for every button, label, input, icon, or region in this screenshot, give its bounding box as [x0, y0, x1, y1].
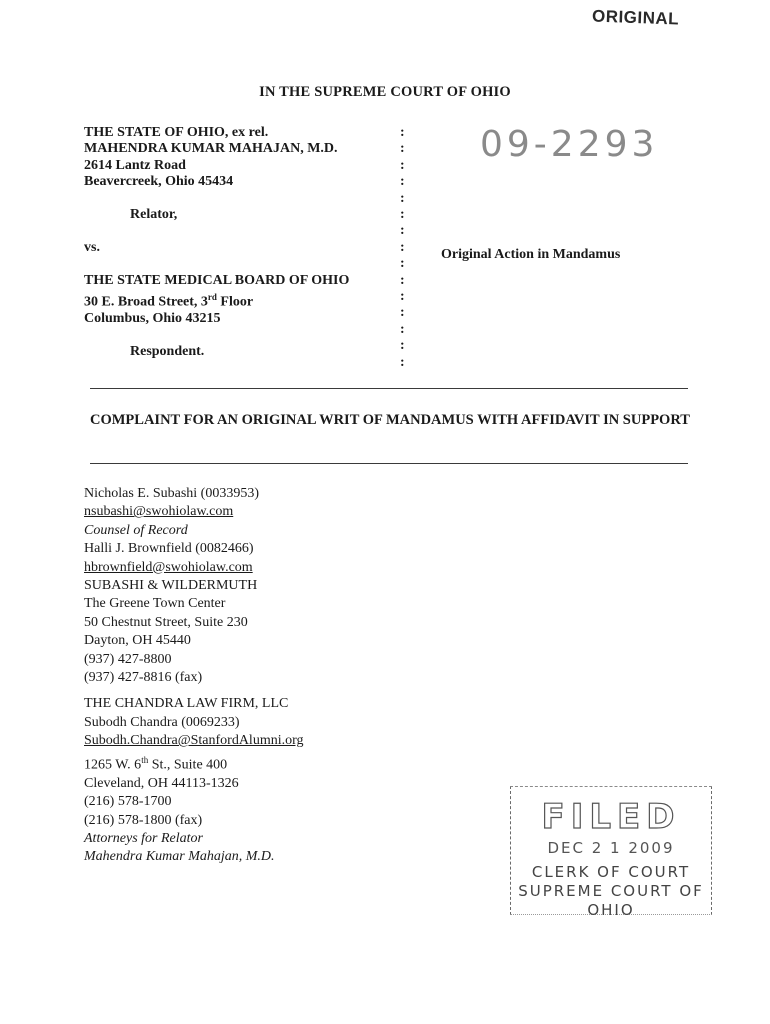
firm-city: Cleveland, OH 44113-1326 — [84, 775, 239, 791]
versus-label: vs. — [84, 239, 100, 255]
firm-street: 50 Chestnut Street, Suite 230 — [84, 614, 248, 630]
firm-city: Dayton, OH 45440 — [84, 633, 191, 649]
divider-top — [90, 388, 688, 389]
counsel-name: Nicholas E. Subashi (0033953) — [84, 486, 259, 501]
respondent-name: THE STATE MEDICAL BOARD OF OHIO — [84, 272, 350, 288]
filed-stamp — [510, 786, 712, 919]
firm-street: 1265 W. 6th St., Suite 400 — [84, 754, 228, 773]
original-stamp: ORIGINAL — [591, 6, 680, 29]
filed-word: FILED — [541, 797, 681, 837]
counsel-role: Attorneys for Relator — [84, 830, 203, 846]
relator-address-city: Beavercreek, Ohio 45434 — [84, 174, 234, 190]
action-label: Original Action in Mandamus — [441, 247, 621, 262]
case-caption-parties — [84, 125, 404, 360]
filed-date: DEC 2 1 2009 — [547, 839, 675, 857]
respondent-role: Respondent. — [130, 343, 205, 359]
counsel-email-link[interactable]: nsubashi@swohiolaw.com — [84, 504, 234, 520]
court-title: IN THE SUPREME COURT OF OHIO — [259, 84, 511, 100]
firm-building: The Greene Town Center — [84, 596, 226, 612]
firm-name: SUBASHI & WILDERMUTH — [84, 578, 258, 594]
caption-colon-column: : : : : : : : : : : : : : : : — [400, 125, 405, 370]
counsel-email-link[interactable]: hbrownfield@swohiolaw.com — [84, 559, 253, 575]
counsel-email-link[interactable]: Subodh.Chandra@StanfordAlumni.org — [84, 733, 304, 749]
respondent-address-street: 30 E. Broad Street, 3rd Floor — [84, 292, 254, 310]
counsel-name: Subodh Chandra (0069233) — [84, 714, 240, 730]
client-name: Mahendra Kumar Mahajan, M.D. — [84, 849, 275, 865]
firm-fax: (216) 578-1800 (fax) — [84, 812, 203, 828]
relator-role: Relator, — [130, 207, 178, 223]
filed-clerk: CLERK OF COURT SUPREME COURT OF OHIO — [518, 863, 704, 919]
relator-address-street: 2614 Lantz Road — [84, 157, 186, 173]
firm-phone: (216) 578-1700 — [84, 794, 172, 810]
firm-name: THE CHANDRA LAW FIRM, LLC — [84, 696, 289, 712]
firm-phone: (937) 427-8800 — [84, 651, 172, 667]
respondent-address-city: Columbus, Ohio 43215 — [84, 311, 221, 327]
counsel-listing — [84, 485, 444, 867]
document-title: COMPLAINT FOR AN ORIGINAL WRIT OF MANDAMUS WITH AFFIDAVIT IN SUPPORT — [90, 412, 690, 428]
counsel-role: Counsel of Record — [84, 522, 188, 538]
divider-bottom — [90, 463, 688, 464]
firm-fax: (937) 427-8816 (fax) — [84, 670, 203, 686]
counsel-name: Halli J. Brownfield (0082466) — [84, 541, 254, 557]
relator-line-1: THE STATE OF OHIO, ex rel. — [84, 125, 269, 140]
relator-line-2: MAHENDRA KUMAR MAHAJAN, M.D. — [84, 141, 338, 157]
case-number-stamp: 09-2293 — [480, 124, 659, 165]
